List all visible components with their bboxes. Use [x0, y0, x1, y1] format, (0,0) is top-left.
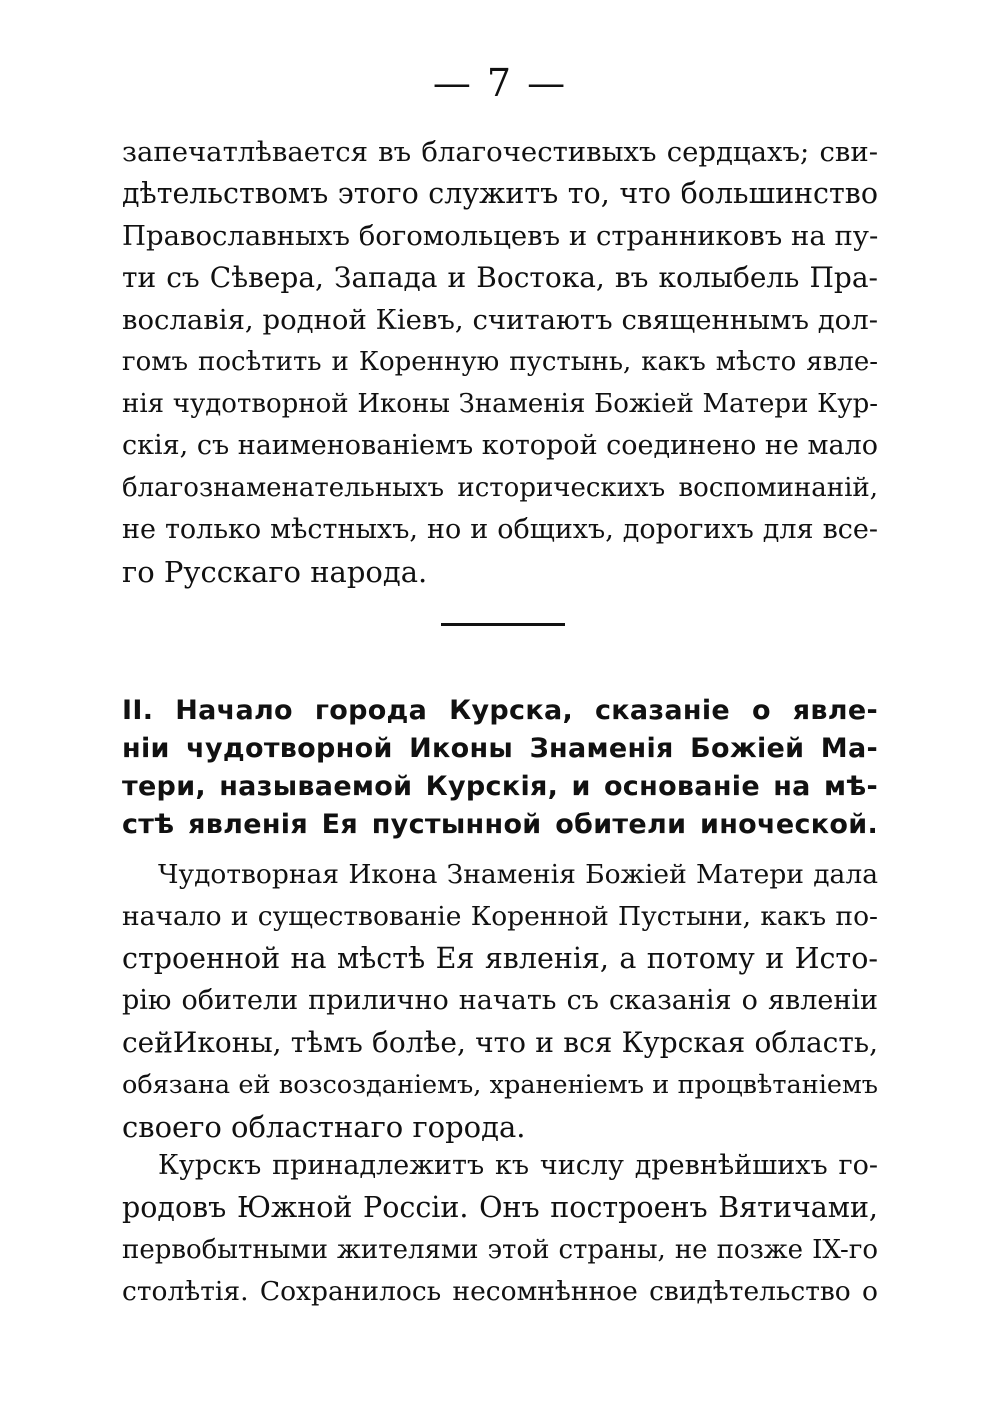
heading-line: II. Начало города Курска, сказаніе о явле- — [122, 695, 878, 726]
text-line: го Русскаго народа. — [122, 555, 428, 589]
text-line: вославія, родной Кіевъ, считаютъ священнымъ дол- — [122, 304, 878, 336]
text-line: запечатлѣвается въ благочестивыхъ сердцахъ; сви- — [122, 136, 878, 168]
text-line: скія, съ наименованіемъ которой соединено не мало — [122, 430, 878, 461]
text-line: обязана ей возсозданіемъ, храненіемъ и процвѣтаніемъ — [122, 1070, 878, 1100]
text-line: благознаменательныхъ историческихъ воспоминаній, — [122, 473, 878, 503]
text-line: Православныхъ богомольцевъ и странниковъ на пу- — [122, 220, 879, 252]
text-line: дѣтельствомъ этого служитъ то, что большинство — [122, 177, 878, 210]
text-line: сейИконы, тѣмъ болѣе, что и вся Курская область, — [122, 1026, 878, 1059]
text-line: Курскъ принадлежитъ къ числу древнѣйшихъ го- — [158, 1150, 878, 1181]
text-line: ти съ Сѣвера, Запада и Востока, въ колыбель Пра- — [122, 261, 878, 294]
text-line: гомъ посѣтить и Коренную пустынь, какъ мѣсто явле- — [122, 347, 878, 377]
page-number: — 7 — — [432, 61, 568, 105]
text-line: начало и существованіе Коренной Пустыни, какъ по- — [122, 901, 878, 932]
section-divider — [441, 623, 565, 626]
text-line: столѣтія. Сохранилось несомнѣнное свидѣтельство о — [122, 1276, 878, 1307]
section-heading — [122, 692, 878, 844]
body-paragraph-2 — [122, 1145, 878, 1313]
text-line: родовъ Южной Россіи. Онъ построенъ Вятичами, — [122, 1191, 878, 1224]
heading-line: ніи чудотворной Иконы Знаменія Божіей Ма- — [122, 733, 878, 764]
body-paragraph-1 — [122, 854, 878, 1148]
text-line: своего областнаго города. — [122, 1110, 526, 1144]
text-line: Чудотворная Икона Знаменія Божіей Матери дала — [158, 859, 878, 890]
heading-line: тери, называемой Курскія, и основаніе на мѣ- — [122, 771, 878, 802]
text-line: строенной на мѣстѣ Ея явленія, а потому и Исто- — [122, 942, 878, 975]
intro-paragraph — [122, 131, 878, 593]
text-line: первобытными жителями этой страны, не позже IX-го — [122, 1235, 878, 1265]
text-line: не только мѣстныхъ, но и общихъ, дорогихъ для все- — [122, 514, 878, 545]
text-line: нія чудотворной Иконы Знаменія Божіей Матери Кур- — [122, 389, 878, 419]
text-line: рію обители прилично начать съ сказанія о явленіи — [122, 985, 878, 1016]
heading-line: стѣ явленія Ея пустынной обители иноческой. — [122, 809, 878, 840]
